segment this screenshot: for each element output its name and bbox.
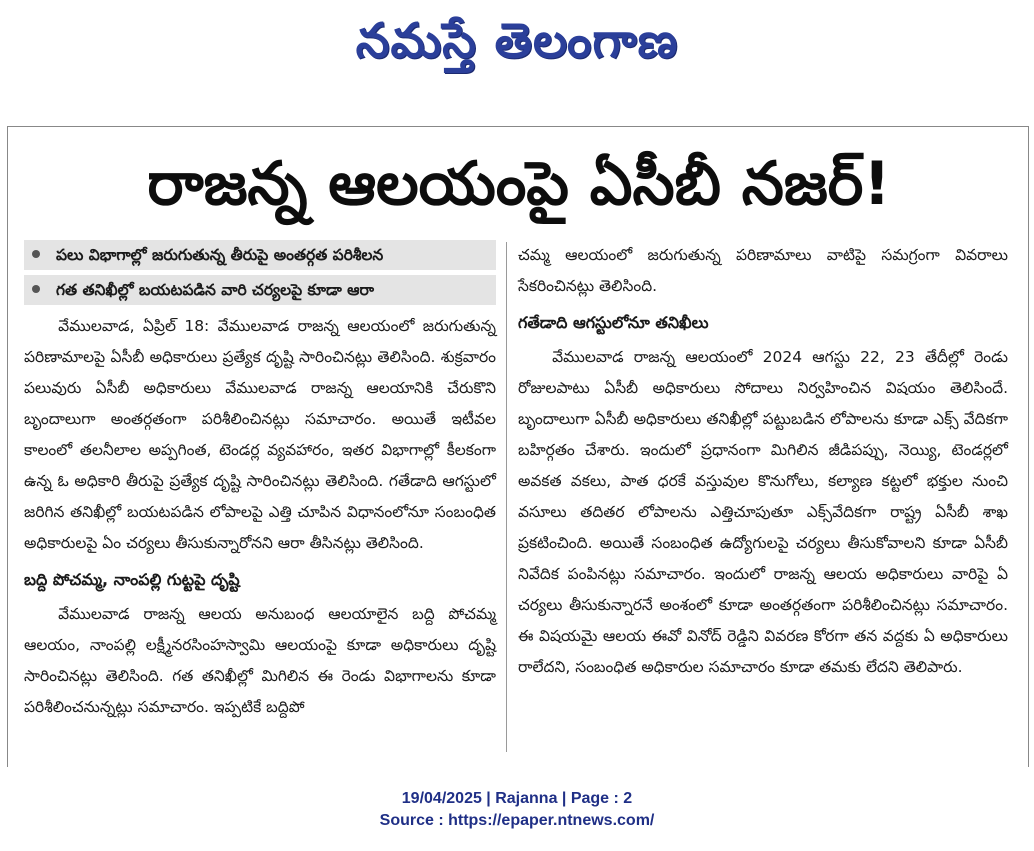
highlight-bullet (24, 275, 496, 305)
body-paragraph: చమ్మ ఆలయంలో జరుగుతున్న పరిణామాలు వాటిపై సమగ్రంగా వివరాలు సేకరించినట్లు తెలిసింది. (518, 246, 1008, 295)
highlight-bullet (24, 240, 496, 270)
masthead (0, 6, 1034, 76)
left-column (24, 240, 496, 723)
body-paragraph: వేములవాడ రాజన్న ఆలయ అనుబంధ ఆలయాలైన బద్ది పోచమ్మ ఆలయం, నాంపల్లి లక్ష్మీనరసింహస్వామి ఆలయంపై కూడా అధికారులు దృష్టి సారించినట్లు తెలిసింది. గత తనిఖీల్లో మిగిలిన ఈ రెండు విభాగాలను కూడా పరిశీలించనున్నట్లు సమాచారం. ఇప్పటికే బద్దిపో (24, 605, 496, 716)
section-subhead: గతేడాది ఆగస్టులోనూ తనిఖీలు (518, 313, 709, 332)
bullet-text: పలు విభాగాల్లో జరుగుతున్న తీరుపై అంతర్గత పరిశీలన (56, 246, 384, 264)
footer-date-page: 19/04/2025 | Rajanna | Page : 2 (401, 790, 633, 807)
bullet-dot-icon (32, 250, 40, 258)
column-divider (506, 242, 507, 752)
section-subhead: బద్ది పోచమ్మ, నాంపల్లి గుట్టపై దృష్టి (24, 570, 240, 589)
highlight-bullets (24, 240, 496, 305)
bullet-dot-icon (32, 285, 40, 293)
body-paragraph: వేములవాడ, ఏప్రిల్ 18: వేములవాడ రాజన్న ఆలయంలో జరుగుతున్న పరిణామాలపై ఏసీబీ అధికారులు ప్రత్యేక దృష్టి సారించినట్లు తెలిసింది. శుక్రవారం పలువురు ఏసీబీ అధికారులు వేములవాడ రాజన్న ఆలయానికి చేరుకొని బృందాలుగా అంతర్గతంగా పరిశీలించినట్లు సమాచారం. అయితే ఇటీవల కాలంలో తలనీలాల అప్పగింత, టెండర్ల వ్యవహారం, ఇతర విభాగాల్లో కీలకంగా ఉన్న ఓ అధికారి తీరుపై ప్రత్యేక దృష్టి సారించినట్లు తెలిసింది. గతేడాది ఆగస్టులో జరిగిన తనిఖీల్లో బయటపడిన లోపాలపై ఎత్తి చూపిన విధానంలోనూ సంబంధిత అధికారులపై ఏం చర్యలు తీసుకున్నారోనని ఆరా తీసినట్లు తెలిసింది. (24, 317, 496, 552)
body-paragraph: వేములవాడ రాజన్న ఆలయంలో 2024 ఆగస్టు 22, 23 తేదీల్లో రెండు రోజులపాటు ఏసీబీ అధికారులు సోదాలు నిర్వహించిన విషయం తెలిసిందే. బృందాలుగా ఏసీబీ అధికారులు తనిఖీల్లో పట్టుబడిన లోపాలను కూడా ఎక్స్ వేదికగా బహిర్గతం చేశారు. ఇందులో ప్రధానంగా మిగిలిన జీడిపప్పు, నెయ్యి, టెండర్లలో అవకత వకలు, పాత ధరకే వస్తువుల కొనుగోలు, కల్యాణ కట్టలో భక్తుల నుంచి వసూలు తదితర లోపాలను ఎత్తిచూపుతూ ఎక్స్‌వేదికగా రాష్ట్ర ఏసీబీ శాఖ ప్రకటించింది. అయితే సంబంధిత ఉద్యోగులపై చర్యలు తీసుకోవాలని కూడా ఏసీబీ నివేదిక పంపినట్లు సమాచారం. ఇందులో రాజన్న ఆలయ అధికారులు వారిపై ఏ చర్యలు తీసుకున్నారనే అంశంలో కూడా అంతర్గతంగా పరిశీలించినట్లు సమాచారం. ఈ విషయమై ఆలయ ఈవో వినోద్ రెడ్డిని వివరణ కోరగా తన వద్దకు ఏ అధికారులు రాలేదని, సంబంధిత అధికారుల సమాచారం కూడా తమకు లేదని తెలిపారు. (518, 348, 1008, 676)
article-headline: రాజన్న ఆలయంపై ఏసీబీ నజర్! (147, 149, 891, 219)
right-column (518, 240, 1008, 683)
footer-source: Source : https://epaper.ntnews.com/ (379, 812, 655, 829)
masthead-title: నమస్తే తెలంగాణ (355, 13, 679, 69)
bullet-text: గత తనిఖీల్లో బయటపడిన వారి చర్యలపై కూడా ఆరా (56, 281, 375, 299)
